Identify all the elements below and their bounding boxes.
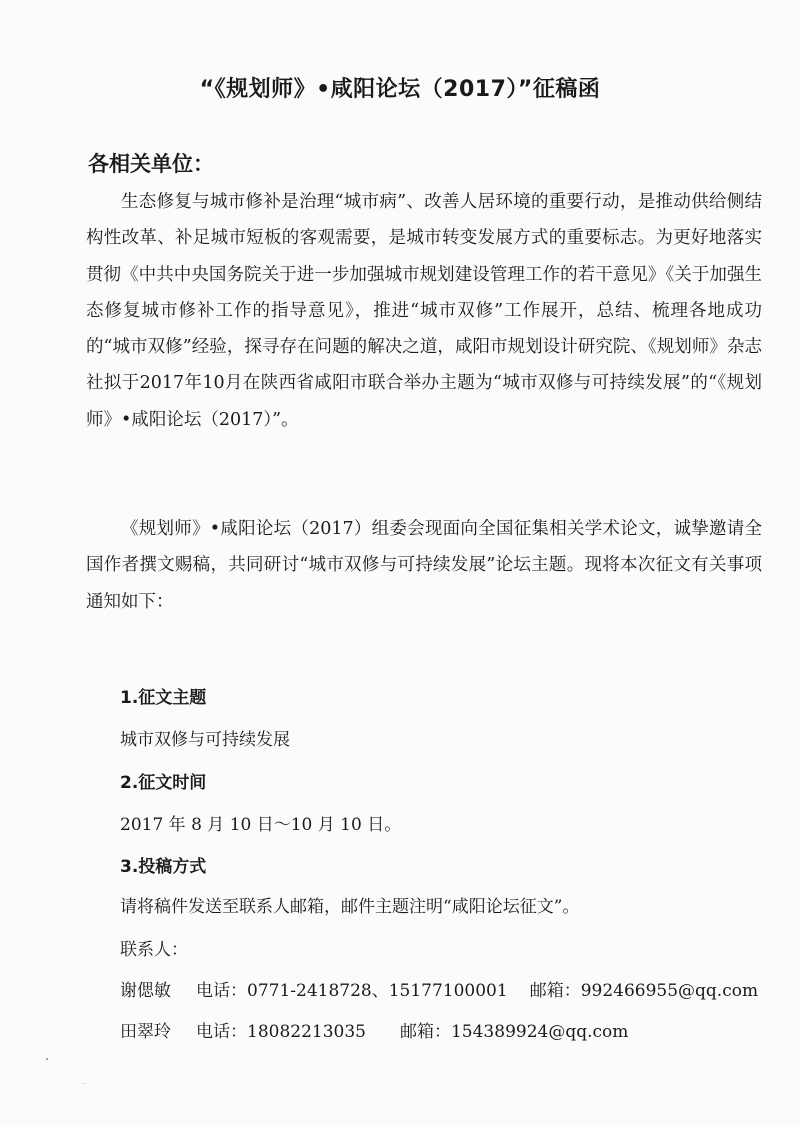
- section-heading-time: 2.征文时间: [120, 773, 207, 793]
- salutation: 各相关单位：: [88, 152, 214, 176]
- section-content-time: 2017 年 8 月 10 日～10 月 10 日。: [120, 815, 402, 835]
- scan-speck: [84, 1083, 85, 1084]
- contacts-label: 联系人：: [120, 940, 188, 960]
- contact-phone: 电话：0771-2418728、15177100001: [196, 981, 508, 1001]
- contact-row: [120, 1017, 628, 1042]
- call-paragraph: 《规划师》•咸阳论坛（2017）组委会现面向全国征集相关学术论文，诚挚邀请全国作者撰文赐稿，共同研讨“城市双修与可持续发展”论坛主题。现将本次征文有关事项通知如下：: [86, 519, 762, 612]
- contact-row: [120, 976, 758, 1001]
- contact-name: 田翠玲: [120, 1022, 171, 1042]
- section-content-submission: 请将稿件发送至联系人邮箱，邮件主题注明“咸阳论坛征文”。: [120, 897, 580, 917]
- section-content-theme: 城市双修与可持续发展: [120, 730, 290, 750]
- section-heading-theme: 1.征文主题: [120, 688, 207, 708]
- contact-email: 邮箱：992466955@qq.com: [529, 981, 759, 1001]
- intro-paragraph: 生态修复与城市修补是治理“城市病”、改善人居环境的重要行动，是推动供给侧结构性改革、补足城市短板的客观需要，是城市转变发展方式的重要标志。为更好地落实贯彻《中共中央国务院关于进一步加强城市规划建设管理工作的若干意见》《关于加强生态修复城市修补工作的指导意见》，推进“城市双修”工作展开，总结、梳理各地成功的“城市双修”经验，探寻存在问题的解决之道，咸阳市规划设计研究院、《规划师》杂志社拟于2017年10月在陕西省咸阳市联合举办主题为“城市双修与可持续发展”的“《规划师》•咸阳论坛（2017）”。: [86, 192, 762, 430]
- document-title: “《规划师》•咸阳论坛（2017）”征稿函: [199, 77, 601, 102]
- scan-speck: [46, 1058, 48, 1060]
- contact-email: 邮箱：154389924@qq.com: [399, 1022, 629, 1042]
- contact-name: 谢偲敏: [120, 981, 171, 1001]
- section-heading-submission: 3.投稿方式: [120, 857, 207, 877]
- contact-phone: 电话：18082213035: [196, 1022, 366, 1042]
